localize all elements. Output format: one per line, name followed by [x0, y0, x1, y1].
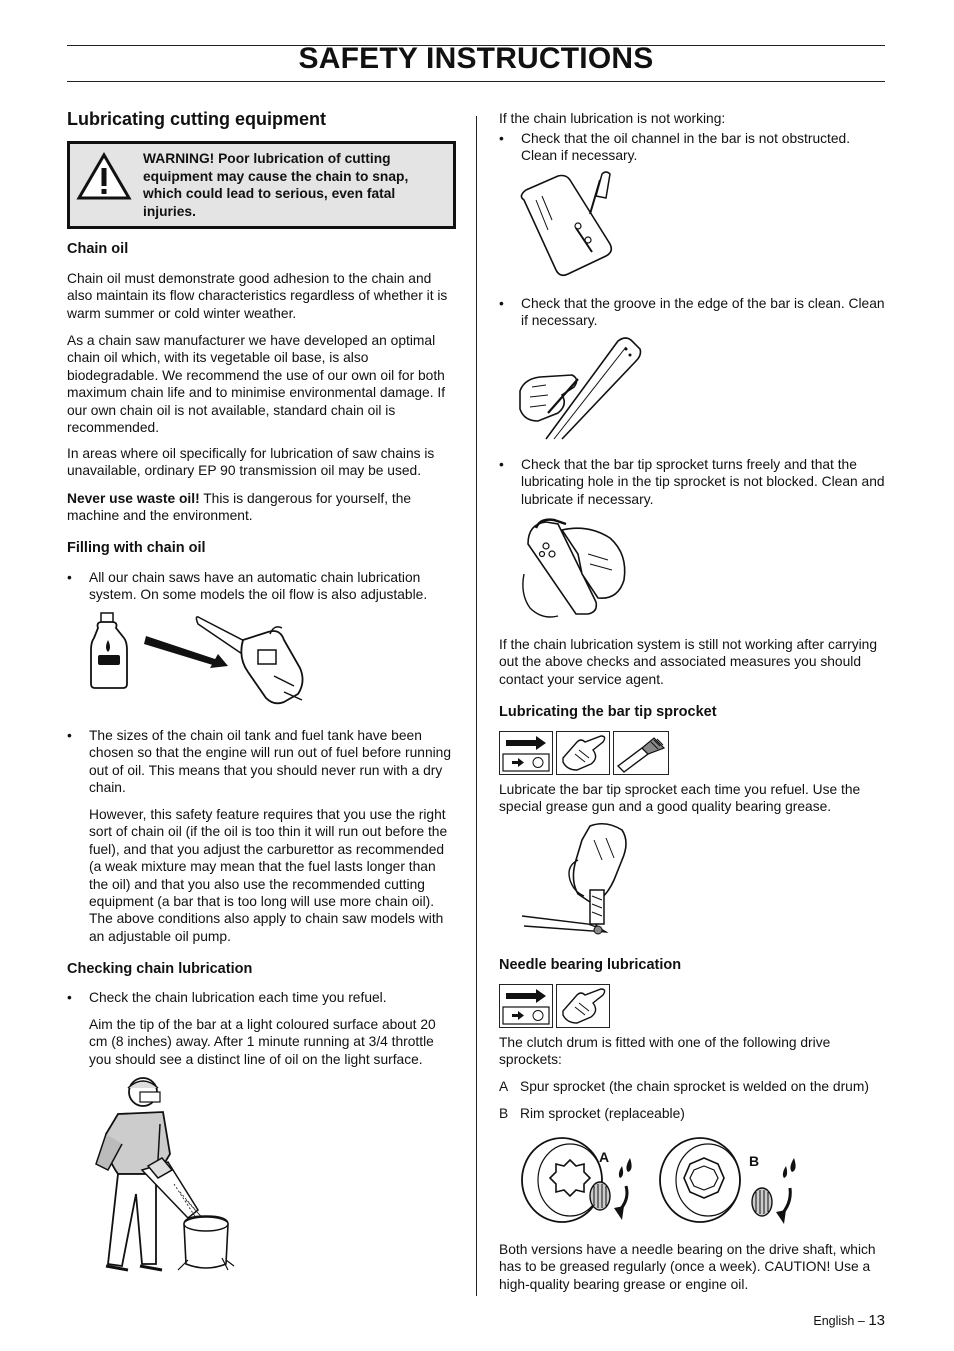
- operator-checking-lubrication-illustration: [88, 1074, 238, 1280]
- gloved-hand-icon: [557, 732, 609, 774]
- right-intro: If the chain lubrication is not working:: [499, 111, 726, 126]
- needle-paragraph-1: The clutch drum is fitted with one of the following drive sprockets:: [499, 1035, 831, 1068]
- needle-paragraph-2: Both versions have a needle bearing on the drive shaft, which has to be greased regularly (once a week). CAUTION! Use a high-quality bearing grease or engine oil.: [499, 1242, 876, 1292]
- option-a-letter: A: [499, 1079, 509, 1094]
- page-number: 13: [868, 1312, 885, 1329]
- bullet-dot: •: [67, 728, 72, 743]
- footer-dash: –: [857, 1314, 865, 1328]
- drum-label-a: A: [599, 1149, 610, 1165]
- bullet-text: Check that the groove in the edge of the bar is clean. Clean if necessary.: [521, 296, 885, 329]
- chain-oil-paragraph-2: As a chain saw manufacturer we have developed an optimal chain oil which, with its vegetable oil base, is also biodegradable. We recommend the use of our own oil for both maximum chain life and to minimise environmental damage. If our own chain oil is not available, standard chain oil is recommended.: [67, 333, 446, 436]
- refuel-interval-symbol: [499, 731, 553, 775]
- filling-heading: Filling with chain oil: [67, 540, 206, 556]
- warning-triangle-icon: [76, 152, 132, 202]
- brush-icon: [614, 732, 668, 774]
- warning-text: WARNING! Poor lubrication of cutting equipment may cause the chain to snap, which could lead to serious, even fatal injuries.: [143, 151, 409, 219]
- clutch-drum-illustration: [518, 1130, 808, 1230]
- bullet-text: The sizes of the chain oil tank and fuel tank have been chosen so that the engine will run out of fuel before running out of oil. This means that you should never run with a dry chain.: [89, 728, 452, 796]
- bar-groove-illustration: [518, 335, 646, 443]
- right-after-paragraph: If the chain lubrication system is still not working after carrying out the above checks and associated measures you should contact your service agent.: [499, 637, 878, 687]
- bullet-text: Check that the bar tip sprocket turns freely and that the lubricating hole in the tip sprocket is not blocked. Clean and lubricate if necessary.: [521, 457, 885, 507]
- bullet-text: Check that the oil channel in the bar is not obstructed. Clean if necessary.: [521, 131, 851, 164]
- bullet-dot: •: [67, 990, 72, 1005]
- chain-oil-paragraph-3: In areas where oil specifically for lubrication of saw chains is unavailable, ordinary EP 90 transmission oil may be used.: [67, 446, 435, 479]
- bar-tip-paragraph: Lubricate the bar tip sprocket each time you refuel. Use the special grease gun and a good quality bearing grease.: [499, 782, 861, 815]
- grease-gun-symbol: [556, 731, 610, 775]
- interval-arrow-icon: [500, 985, 552, 1027]
- bar-tip-heading: Lubricating the bar tip sprocket: [499, 704, 717, 720]
- waste-oil-paragraph: [67, 490, 455, 525]
- gloved-hand-icon: [557, 985, 609, 1027]
- page-title: SAFETY INSTRUCTIONS: [298, 42, 654, 75]
- page-footer: [813, 1312, 885, 1329]
- bullet-dot: •: [67, 570, 72, 585]
- oil-filling-illustration: [88, 610, 318, 710]
- weekly-interval-symbol: [499, 984, 553, 1028]
- section-title: Lubricating cutting equipment: [67, 109, 326, 129]
- brush-symbol: [613, 731, 669, 775]
- sprocket-option-a: [499, 1078, 899, 1095]
- needle-heading: Needle bearing lubrication: [499, 957, 682, 973]
- warning-box: [67, 141, 456, 229]
- checking-continuation: Aim the tip of the bar at a light coloured surface about 20 cm (8 inches) away. After 1 minute running at 3/4 throttle you should see a distinct line of oil on the light surface.: [89, 1017, 436, 1067]
- option-a-text: Spur sprocket (the chain sprocket is welded on the drum): [520, 1079, 869, 1094]
- option-b-letter: B: [499, 1106, 509, 1121]
- sprocket-option-b: [499, 1105, 885, 1122]
- bullet-dot: •: [499, 296, 504, 311]
- footer-language: English: [813, 1314, 855, 1328]
- waste-oil-text: This is dangerous for yourself, the machine and the environment.: [67, 491, 412, 524]
- chain-oil-paragraph-1: Chain oil must demonstrate good adhesion to the chain and also maintain its flow characteristics regardless of whether it is warm summer or cold winter weather.: [67, 271, 448, 321]
- waste-oil-warning: Never use waste oil!: [67, 491, 200, 506]
- bar-oil-channel-illustration: [518, 170, 628, 280]
- filling-continuation: However, this safety feature requires that you use the right sort of chain oil (if the oil is too thin it will run out before the fuel), and that you adjust the carburettor as recommended (a weak mixture may mean that the fuel lasts longer than the oil) and that you also use the recommended cutting equipment (a bar that is too long will use more chain oil). The above conditions also apply to chain saw models with an adjustable oil pump.: [89, 807, 448, 944]
- chain-oil-heading: Chain oil: [67, 241, 129, 257]
- bullet-text: All our chain saws have an automatic chain lubrication system. On some models the oil flow is also adjustable.: [89, 570, 428, 603]
- bar-tip-sprocket-illustration: [518, 514, 630, 622]
- refuel-arrow-icon: [500, 732, 552, 774]
- header-bottom-rule: [67, 81, 885, 82]
- grease-symbol: [556, 984, 610, 1028]
- option-b-text: Rim sprocket (replaceable): [520, 1106, 685, 1121]
- column-divider: [476, 116, 477, 1296]
- bullet-dot: •: [499, 457, 504, 472]
- drum-label-b: B: [749, 1153, 760, 1169]
- checking-heading: Checking chain lubrication: [67, 961, 253, 977]
- bullet-text: Check the chain lubrication each time you refuel.: [89, 990, 387, 1005]
- bullet-dot: •: [499, 131, 504, 146]
- grease-gun-illustration: [518, 820, 636, 942]
